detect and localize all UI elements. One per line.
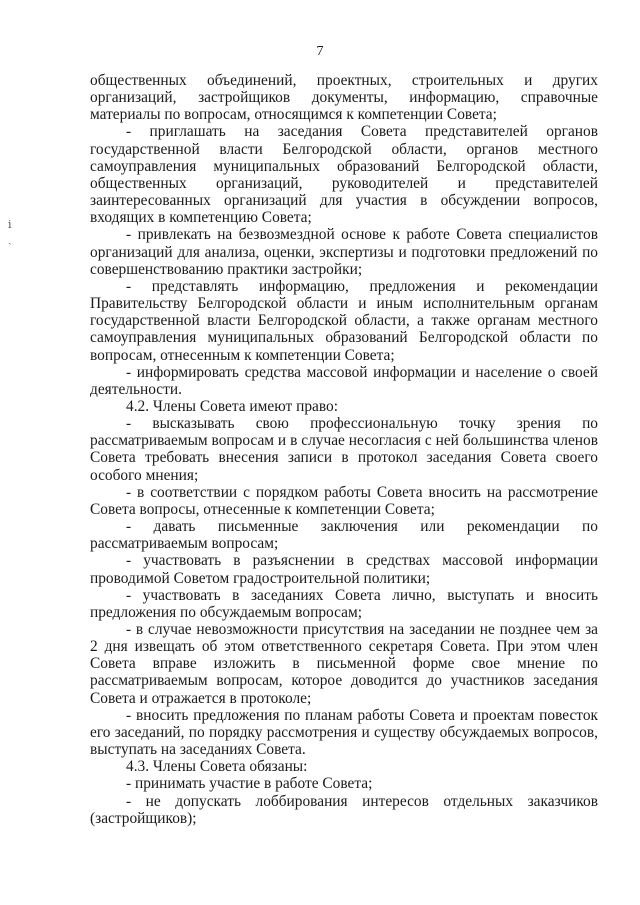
paragraph: - информировать средства массовой информации и население о своей деятельности. — [90, 363, 598, 398]
paragraph: - высказывать свою профессиональную точку зрения по рассматриваемым вопросам и в случае несогласия с ней большинства членов Совета требовать внесения записи в протокол заседания Совета своего особого мнения; — [90, 415, 598, 484]
paragraph: - участвовать в разъяснении в средствах массовой информации проводимой Советом градостроительной политики; — [90, 552, 598, 587]
paragraph: - участвовать в заседаниях Совета лично, выступать и вносить предложения по обсуждаемым вопросам; — [90, 586, 598, 621]
document-body — [90, 72, 598, 827]
paragraph: - вносить предложения по планам работы Совета и проектам повесток его заседаний, по порядку рассмотрения и существу обсуждаемых вопросов, выступать на заседаниях Совета. — [90, 706, 598, 759]
section-heading: 4.3. Члены Совета обязаны: — [126, 758, 308, 776]
section-heading: 4.2. Члены Совета имеют право: — [126, 397, 339, 415]
paragraph: - приглашать на заседания Совета представителей органов государственной власти Белгородской области, органов местного самоуправления муниципальных образований Белгородской области, общественных организаций, руководителей и представителей заинтересованных организаций для участия в обсуждении вопросов, входящих в компетенцию Совета; — [90, 123, 598, 227]
paragraph: - в случае невозможности присутствия на заседании не позднее чем за 2 дня извещать об этом ответственного секретаря Совета. При этом член Совета вправе изложить в письменной форме свое мнение по рассматриваемым вопросам, которое доводится до участников заседания Совета и отражается в протоколе; — [90, 621, 598, 707]
paragraph: - привлекать на безвозмездной основе к работе Совета специалистов организаций для анализа, оценки, экспертизы и подготовки предложений по совершенствованию практики застройки; — [90, 226, 598, 278]
paragraph: - представлять информацию, предложения и рекомендации Правительству Белгородской области и иным исполнительным органам государственной власти Белгородской области, а также органам местного самоуправления муниципальных образований Белгородской области по вопросам, отнесенным к компетенции Совета; — [90, 277, 598, 364]
paragraph: - в соответствии с порядком работы Совета вносить на рассмотрение Совета вопросы, отнесенные к компетенции Совета; — [90, 483, 598, 518]
paragraph: - не допускать лоббирования интересов отдельных заказчиков (застройщиков); — [90, 792, 598, 827]
paragraph: - давать письменные заключения или рекомендации по рассматриваемым вопросам; — [90, 518, 598, 553]
scan-artifact: ⅰ — [8, 219, 12, 231]
page-number: 7 — [316, 44, 324, 59]
paragraph: общественных объединений, проектных, строительных и других организаций, застройщиков документы, информацию, справочные материалы по вопросам, относящимся к компетенции Совета; — [90, 72, 598, 124]
scan-artifact: ˏ — [8, 233, 12, 245]
paragraph: - принимать участие в работе Совета; — [126, 775, 373, 793]
